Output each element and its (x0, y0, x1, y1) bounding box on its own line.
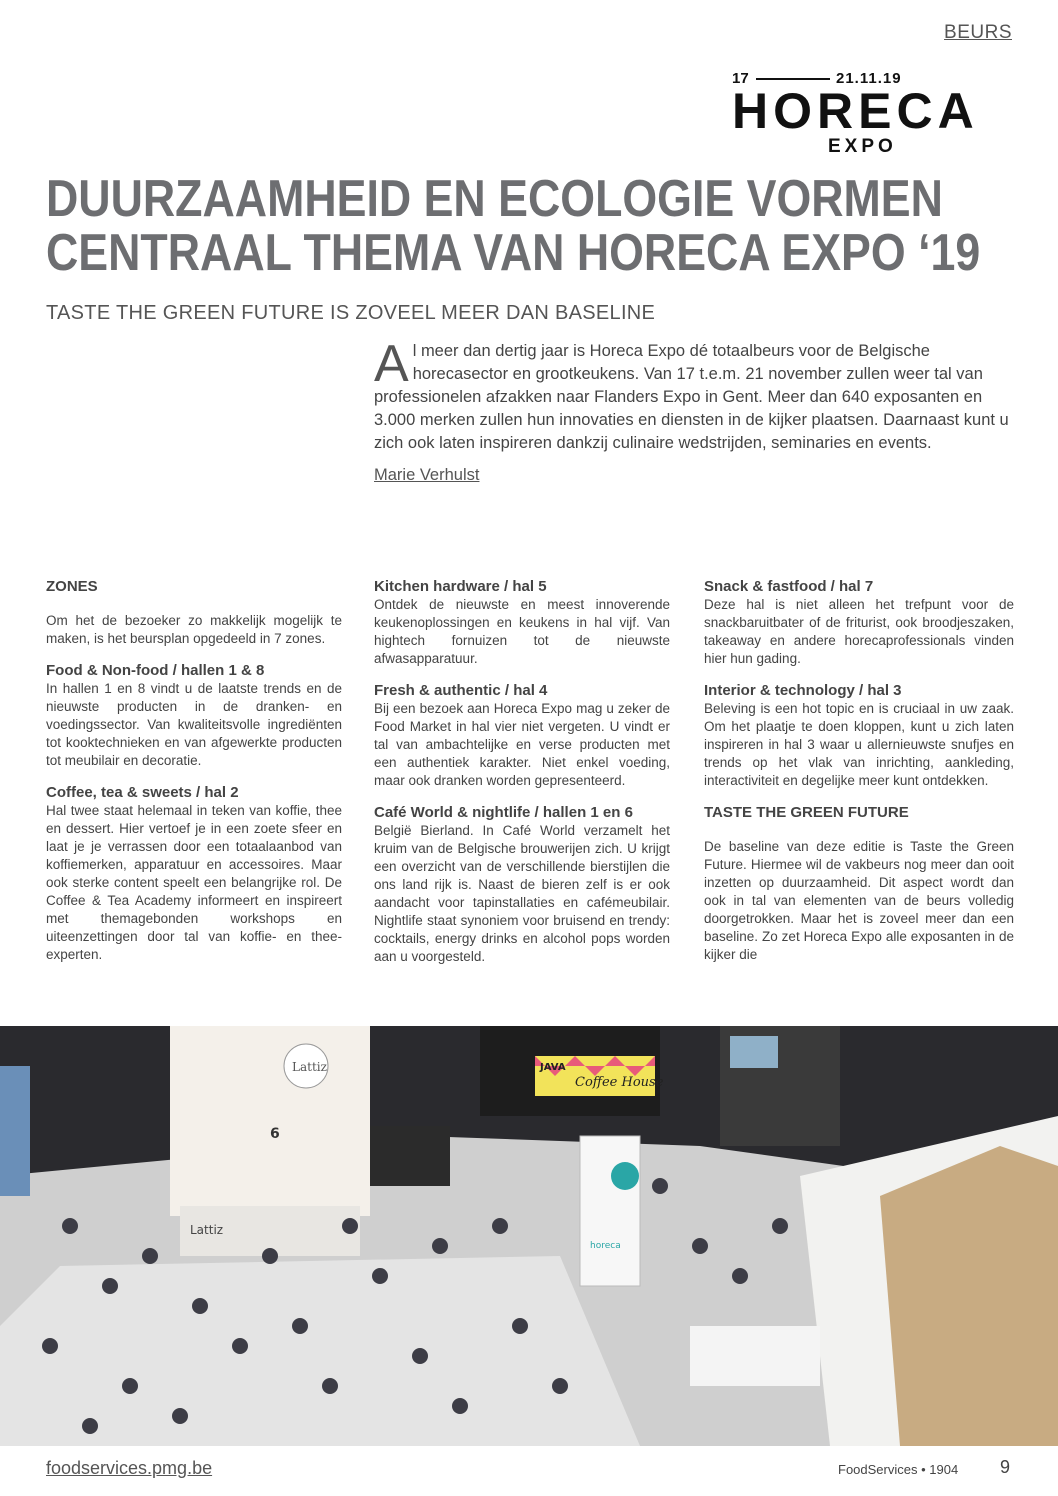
block-text: Om het de bezoeker zo makkelijk mogelijk te maken, is het beursplan opgedeeld in 7 zones. (46, 613, 342, 646)
block-title: Food & Non-food / hallen 1 & 8 (46, 662, 265, 679)
horeca-expo-logo (732, 70, 1004, 156)
block-text: De baseline van deze editie is Taste the Green Future. Hiermee wil de vakbeurs nog meer dan ooit inzetten op duurzaamheid. Dit aspect wordt dan ook in tal van elementen van de beurs volledig doorgetrokken. Maar het is zoveel meer dan een baseline. Zo zet Horeca Expo alle exposanten in de kijker die (704, 839, 1014, 962)
block-text: Ontdek de nieuwste en meest innoverende keukenoplossingen en keukens in hal vijf. Van hightech fornuizen tot de nieuwste afwasapparatuur. (374, 597, 670, 666)
block-text: Bij een bezoek aan Horeca Expo mag u zeker de Food Market in hal vier niet vergeten. U vindt er tal van ambachtelijke en verse producten met een authentiek karakter. Niet enkel voeding, maar ook dranken worden gepresenteerd. (374, 701, 670, 788)
aisle-floor (0, 1256, 640, 1446)
block-text: Deze hal is niet alleen het trefpunt voor de snackbaruitbater of de friturist, ook broodjeszaken, takeaway en andere horecaprofessionals vinden hier hun gading. (704, 597, 1014, 666)
article-column-3 (704, 578, 1014, 978)
display-screen (730, 1036, 778, 1068)
block-text: Beleving is een hot topic en is cruciaal in uw zaak. Om het plaatje te doen kloppen, kunt u zich laten inspireren in hal 3 waar u allernieuwste snufjes en trends op het vlak van inrichting, aankleding, interactiviteit en degelijke meer kunt ontdekken. (704, 701, 1014, 788)
cappuccino-sign-text: 6 (270, 1126, 280, 1142)
article-column-1 (46, 578, 342, 978)
lattiz-sign-text: Lattiz (292, 1060, 327, 1074)
logo-date-start: 17 (732, 70, 749, 87)
block-title: Snack & fastfood / hal 7 (704, 578, 874, 595)
section-label: BEURS (944, 22, 1012, 43)
article-block (704, 804, 1014, 964)
author-byline[interactable]: Marie Verhulst (374, 466, 480, 484)
logo-date-end: 21.11.19 (836, 70, 902, 87)
footer-magazine: FoodServices • 1904 (838, 1462, 959, 1477)
block-title: Fresh & authentic / hal 4 (374, 682, 548, 699)
article-block (374, 578, 670, 668)
expo-hall-illustration (0, 1026, 1058, 1446)
block-title: Interior & technology / hal 3 (704, 682, 902, 699)
blue-stand (0, 1066, 30, 1196)
java-sign-text: JAVA (540, 1062, 566, 1073)
horeca-pillar (580, 1136, 640, 1286)
intro-text: l meer dan dertig jaar is Horeca Expo dé totaalbeurs voor de Belgische horecasector en grootkeukens. Van 17 t.e.m. 21 november zullen weer tal van professionelen afzakken naar Flanders Expo in Gent. Meer dan 640 exposanten en 3.000 merken zullen hun innovaties en diensten in de kijker plaatsen. Daarnaast kunt u zich ook laten inspireren dankzij culinaire wedstrijden, seminaries en events. (374, 342, 1009, 452)
article-column-2 (374, 578, 670, 980)
logo-line (756, 78, 830, 80)
article-block (46, 784, 342, 964)
block-title: Café World & nightlife / hallen 1 en 6 (374, 804, 633, 821)
horeca-pillar-logo (611, 1162, 639, 1190)
horeca-pillar-text: horeca (590, 1241, 621, 1251)
subheadline: TASTE THE GREEN FUTURE IS ZOVEEL MEER DAN BASELINE (46, 302, 656, 324)
article-block (46, 578, 342, 648)
headline (46, 170, 981, 282)
article-block (704, 578, 1014, 668)
logo-sub: EXPO (828, 136, 897, 157)
intro-paragraph (374, 335, 1014, 455)
lattiz-counter-text: Lattiz (190, 1223, 224, 1237)
headline-line-2: CENTRAAL THEMA VAN HORECA EXPO ‘19 (46, 224, 981, 282)
coffee-cart (370, 1126, 450, 1186)
dropcap: A (374, 335, 409, 393)
logo-name: HORECA (732, 83, 979, 139)
article-block (704, 682, 1014, 790)
article-block (374, 682, 670, 790)
article-block (374, 804, 670, 966)
wooden-cabin (880, 1146, 1058, 1446)
block-title: Kitchen hardware / hal 5 (374, 578, 547, 595)
block-text: In hallen 1 en 8 vindt u de laatste trends en de nieuwste producten in de dranken- en voedingssector. Van kwaliteitsvolle ingrediënten tot kooktechnieken en van afgewerkte producten tot meubilair en decoratie. (46, 681, 342, 768)
headline-line-1: DUURZAAMHEID EN ECOLOGIE VORMEN (46, 170, 943, 228)
block-text: Hal twee staat helemaal in teken van koffie, thee en dessert. Hier vertoef je in een zoete sfeer en laat je je verrassen door een totaalaanbod van koffiemerken, apparatuur en accessoires. Maar ook sterke content speelt een belangrijke rol. De Coffee & Tea Academy informeert en inspireert met themagebonden workshops en uiteenzettingen door tal van koffie- en thee-experten. (46, 803, 342, 962)
block-title: TASTE THE GREEN FUTURE (704, 804, 909, 821)
expo-hall-photo (0, 1026, 1058, 1446)
block-title: Coffee, tea & sweets / hal 2 (46, 784, 239, 801)
block-text: België Bierland. In Café World verzamelt het kruim van de Belgische brouwerijen zich. U krijgt een overzicht van de verschillende bierstijlen die ons land rijk is. Naast de bieren zelf is er ook aandacht voor tapinstallaties en cafémeubilair. Nightlife staat synoniem voor bruisend en trendy: cocktails, energy drinks en alcohol pops worden aan u voorgesteld. (374, 823, 670, 964)
article-block (46, 662, 342, 770)
lattiz-stand (170, 1026, 370, 1216)
page-number: 9 (1000, 1457, 1011, 1477)
block-title: ZONES (46, 578, 98, 595)
white-counter (690, 1326, 820, 1386)
coffee-house-text: Coffee House (575, 1075, 664, 1090)
footer-url[interactable]: foodservices.pmg.be (46, 1458, 213, 1478)
